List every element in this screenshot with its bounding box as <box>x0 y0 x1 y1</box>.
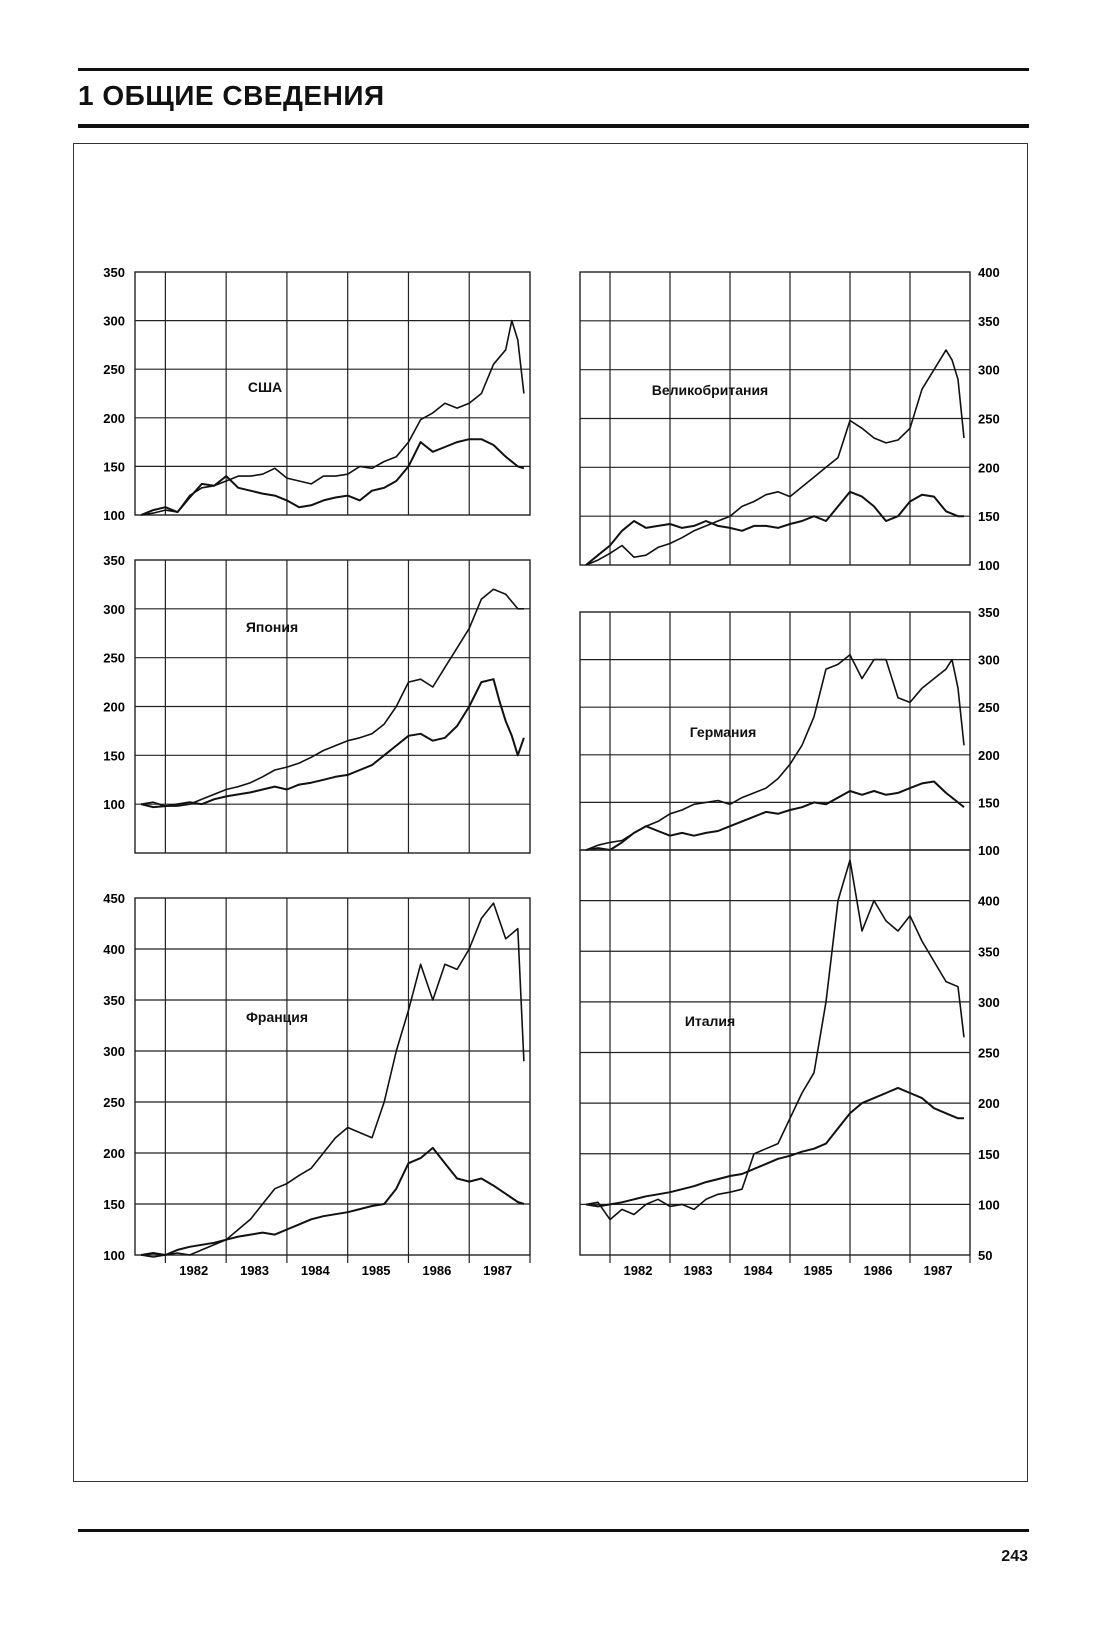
series-line-1 <box>141 589 524 806</box>
y-tick-label: 200 <box>103 1146 125 1161</box>
x-tick-label: 1982 <box>623 1263 653 1278</box>
x-tick-label: 1986 <box>863 1263 893 1278</box>
y-tick-label: 150 <box>103 1197 125 1212</box>
x-tick-label: 1986 <box>422 1263 452 1278</box>
y-tick-label: 350 <box>103 993 125 1008</box>
series-line-2 <box>141 1148 524 1255</box>
x-tick-label: 1987 <box>923 1263 953 1278</box>
y-tick-label: 350 <box>978 605 1000 620</box>
x-tick-label: 1983 <box>240 1263 269 1278</box>
series-line-1 <box>586 350 964 565</box>
y-tick-label: 350 <box>103 553 125 568</box>
chart-title: США <box>247 379 283 395</box>
chart-frame <box>135 272 530 515</box>
series-line-1 <box>586 860 964 1220</box>
y-tick-label: 350 <box>978 944 1000 960</box>
y-tick-label: 300 <box>978 652 1000 668</box>
y-tick-label: 400 <box>978 265 1000 280</box>
y-tick-label: 300 <box>978 362 1000 378</box>
chart-title: Германия <box>689 724 757 740</box>
y-tick-label: 250 <box>103 650 125 666</box>
y-tick-label: 250 <box>103 1095 125 1110</box>
y-tick-label: 200 <box>978 1096 1000 1112</box>
y-tick-label: 150 <box>978 795 1000 811</box>
y-tick-label: 200 <box>103 410 125 426</box>
series-line-2 <box>586 1088 964 1207</box>
x-tick-label: 1982 <box>179 1263 209 1278</box>
series-line-2 <box>141 679 524 807</box>
chart-title: Франция <box>245 1009 309 1025</box>
bottom-rule <box>78 1529 1029 1532</box>
chart-title: Япония <box>245 619 299 635</box>
x-tick-label: 1985 <box>361 1263 391 1278</box>
y-tick-label: 250 <box>978 700 1000 716</box>
y-tick-label: 50 <box>978 1248 993 1263</box>
y-tick-label: 200 <box>978 460 1000 476</box>
y-tick-label: 150 <box>978 509 1000 525</box>
series-line-1 <box>586 655 964 850</box>
y-tick-label: 100 <box>103 508 125 523</box>
y-tick-label: 150 <box>103 748 125 764</box>
y-tick-label: 300 <box>978 994 1000 1010</box>
y-tick-label: 250 <box>978 411 1000 427</box>
chart-frame <box>135 898 530 1255</box>
y-tick-label: 350 <box>978 313 1000 329</box>
y-tick-label: 100 <box>978 558 1000 573</box>
series-line-2 <box>586 492 964 565</box>
y-tick-label: 100 <box>103 1248 125 1263</box>
y-tick-label: 100 <box>978 843 1000 858</box>
y-tick-label: 250 <box>978 1045 1000 1061</box>
y-tick-label: 250 <box>103 362 125 378</box>
series-line-2 <box>141 439 524 515</box>
y-tick-label: 450 <box>103 891 125 906</box>
x-tick-label: 1984 <box>300 1263 330 1278</box>
y-tick-label: 350 <box>103 265 125 280</box>
y-tick-label: 150 <box>978 1146 1000 1162</box>
y-tick-label: 400 <box>978 893 1000 909</box>
y-tick-label: 100 <box>103 797 125 813</box>
y-tick-label: 100 <box>978 1197 1000 1213</box>
y-tick-label: 200 <box>978 747 1000 763</box>
page-title: 1 ОБЩИЕ СВЕДЕНИЯ <box>78 80 385 111</box>
chart-title: Великобритания <box>651 382 769 398</box>
y-tick-label: 300 <box>103 313 125 329</box>
y-tick-label: 300 <box>103 1044 125 1059</box>
x-tick-label: 1983 <box>683 1263 713 1278</box>
series-line-2 <box>586 782 964 851</box>
x-tick-label: 1985 <box>803 1263 833 1278</box>
y-tick-label: 300 <box>103 601 125 617</box>
page-number: 243 <box>1001 1548 1028 1565</box>
x-tick-label: 1984 <box>743 1263 773 1278</box>
y-tick-label: 200 <box>103 699 125 715</box>
y-tick-label: 150 <box>103 459 125 475</box>
chart-title: Италия <box>684 1013 736 1029</box>
y-tick-label: 400 <box>103 942 125 957</box>
x-tick-label: 1987 <box>483 1263 513 1278</box>
